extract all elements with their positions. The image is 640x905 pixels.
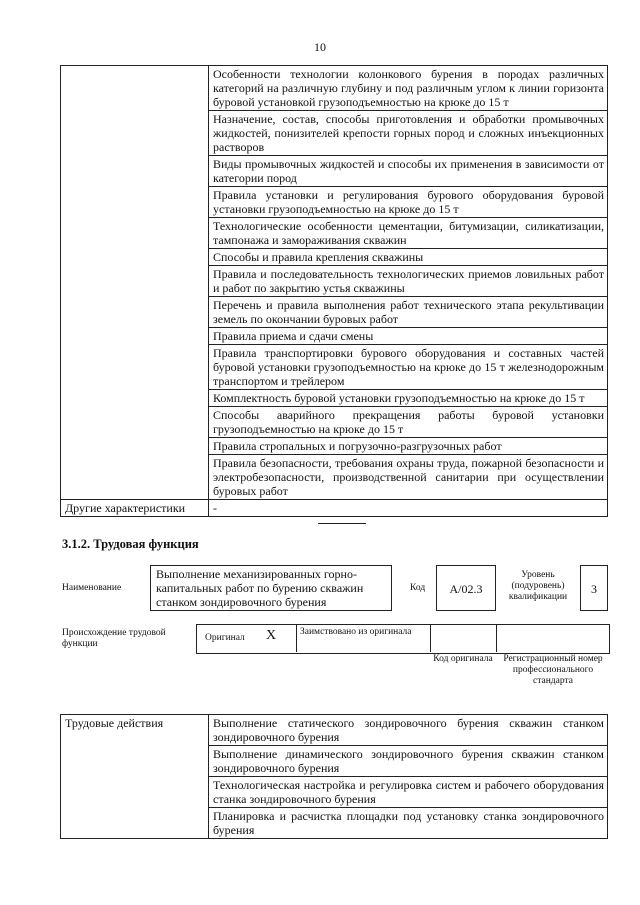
original-mark: X (266, 628, 277, 643)
separator-line (318, 523, 366, 524)
origin-divider (496, 624, 497, 652)
knowledge-item: Виды промывочных жидкостей и способы их применения в зависимости от категории пород (209, 156, 608, 187)
page-number: 10 (314, 40, 326, 54)
knowledge-item: Комплектность буровой установки грузоподъемностью на крюке до 15 т (209, 390, 608, 407)
table-row (61, 500, 608, 517)
knowledge-item: Правила и последовательность технологических приемов ловильных работ и работ по закрытию устья скважины (209, 266, 608, 297)
origin-divider (296, 624, 297, 652)
knowledge-label-cell (61, 66, 209, 500)
other-characteristics-label: Другие характеристики (61, 500, 209, 517)
knowledge-item: Назначение, состав, способы приготовления и обработки промывочных жидкостей, понизителей крепости горных пород и сложных инъекционных растворов (209, 111, 608, 156)
origin-divider (430, 624, 431, 652)
reg-caption: Регистрационный номер профессионального стандарта (503, 654, 603, 686)
other-characteristics-value: - (209, 500, 608, 517)
name-label: Наименование (62, 583, 122, 593)
origin-label: Происхождение трудовой функции (62, 628, 166, 649)
knowledge-item: Правила стропальных и погрузочно-разгрузочных работ (209, 438, 608, 455)
level-value-box: 3 (580, 565, 608, 611)
knowledge-item: Способы и правила крепления скважины (209, 249, 608, 266)
function-name-box: Выполнение механизированных горно-капитальных работ по бурению скважин станком зондировочного бурения (150, 565, 392, 611)
table-row (61, 715, 608, 746)
knowledge-item: Правила приема и сдачи смены (209, 328, 608, 345)
action-item: Выполнение статического зондировочного бурения скважин станком зондировочного бурения (209, 715, 608, 746)
action-item: Выполнение динамического зондировочного бурения скважин станком зондировочного бурения (209, 746, 608, 777)
knowledge-item: Правила установки и регулирования бурового оборудования буровой установки грузоподъемностью на крюке до 15 т (209, 187, 608, 218)
section-title: 3.1.2. Трудовая функция (62, 537, 199, 551)
function-code-box: A/02.3 (436, 565, 496, 611)
action-item: Технологическая настройка и регулировка систем и рабочего оборудования станка зондировочного бурения (209, 777, 608, 808)
knowledge-item: Правила транспортировки бурового оборудования и составных частей буровой установки грузоподъемностью на крюке до 15 т железнодорожным транспортом и трейлером (209, 345, 608, 390)
knowledge-item: Перечень и правила выполнения работ технического этапа рекультивации земель по окончании буровых работ (209, 297, 608, 328)
code-label: Код (410, 583, 426, 593)
action-item: Планировка и расчистка площадки под установку станка зондировочного бурения (209, 808, 608, 839)
knowledge-item: Правила безопасности, требования охраны труда, пожарной безопасности и электробезопасности, производственной санитарии при осуществлении буровых работ (209, 455, 608, 500)
knowledge-item: Способы аварийного прекращения работы буровой установки грузоподъемностью на крюке до 15 т (209, 407, 608, 438)
original-label: Оригинал (205, 633, 245, 643)
table-row (61, 66, 608, 111)
knowledge-item: Особенности технологии колонкового бурения в породах различных категорий на различную глубину и под различным углом к линии горизонта буровой установкой грузоподъемностью на крюке до 15 т (209, 66, 608, 111)
code-caption: Код оригинала (433, 654, 493, 664)
actions-table (60, 714, 608, 839)
borrowed-label: Заимствовано из оригинала (300, 627, 412, 637)
actions-label: Трудовые действия (61, 715, 209, 839)
knowledge-item: Технологические особенности цементации, битумизации, силикатизации, тампонажа и замораживания скважин (209, 218, 608, 249)
knowledge-table (60, 65, 608, 517)
level-label: Уровень (подуровень) квалификации (508, 570, 568, 602)
